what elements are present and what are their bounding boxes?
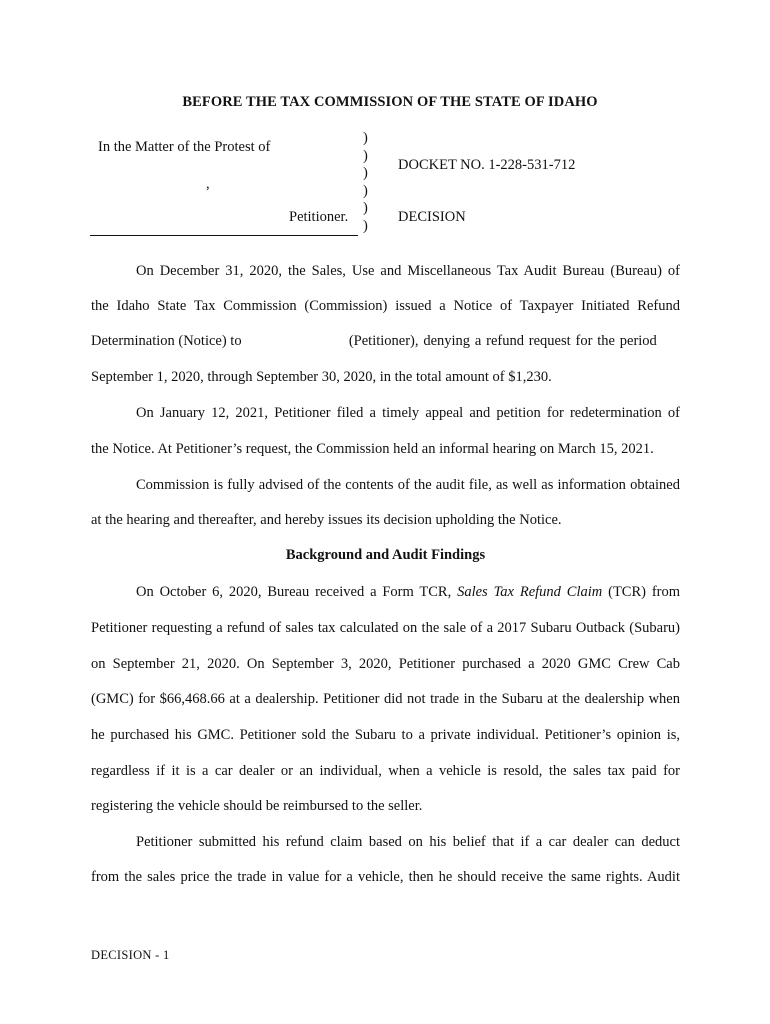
paragraph-4-text: (TCR) from — [608, 584, 681, 600]
paragraph-4-line: (GMC) for $66,468.66 at a dealership. Petitioner did not trade in the Subaru at the dealership when — [91, 691, 680, 707]
paragraph-4-line: registering the vehicle should be reimbursed to the seller. — [91, 798, 423, 814]
paren: ) — [363, 200, 368, 216]
caption-underline — [90, 235, 358, 236]
paragraph-4-text: On October 6, 2020, Bureau received a Form TCR, — [136, 584, 452, 600]
paragraph-1-line: September 1, 2020, through September 30, 2020, in the total amount of $1,230. — [91, 369, 552, 385]
docket-number: DOCKET NO. 1-228-531-712 — [398, 157, 576, 173]
paren: ) — [363, 130, 368, 146]
page-footer: DECISION - 1 — [91, 948, 170, 962]
paren: ) — [363, 165, 368, 181]
paragraph-1-text: (Petitioner), denying a refund request for the period — [348, 333, 657, 349]
paragraph-1-line: the Idaho State Tax Commission (Commission) issued a Notice of Taxpayer Initiated Refund — [91, 298, 680, 314]
caption-matter: In the Matter of the Protest of — [98, 139, 271, 155]
section-heading: Background and Audit Findings — [285, 547, 486, 563]
paragraph-2-line: On January 12, 2021, Petitioner filed a timely appeal and petition for redetermination of — [136, 405, 680, 421]
paragraph-4-line — [91, 583, 680, 601]
paren: ) — [363, 217, 368, 234]
paragraph-3-line: at the hearing and thereafter, and hereby issues its decision upholding the Notice. — [91, 512, 562, 528]
paragraph-3-line: Commission is fully advised of the contents of the audit file, as well as information obtained — [136, 477, 680, 493]
form-title-italic: Sales Tax Refund Claim — [457, 584, 603, 600]
paragraph-1-text: Determination (Notice) to — [91, 333, 242, 349]
paragraph-5-line: Petitioner submitted his refund claim based on his belief that if a car dealer can deduct — [136, 834, 680, 850]
paragraph-1-line — [91, 332, 680, 350]
caption-comma: , — [206, 176, 210, 192]
caption-parentheses — [363, 130, 368, 235]
decision-label: DECISION — [398, 209, 466, 225]
paragraph-1-line: On December 31, 2020, the Sales, Use and Miscellaneous Tax Audit Bureau (Bureau) of — [136, 263, 680, 279]
paragraph-2-line: the Notice. At Petitioner’s request, the Commission held an informal hearing on March 15, 2021. — [91, 441, 654, 457]
paragraph-4-line: on September 21, 2020. On September 3, 2020, Petitioner purchased a 2020 GMC Crew Cab — [91, 656, 680, 672]
paren: ) — [363, 147, 368, 164]
paragraph-5-line: from the sales price the trade in value for a vehicle, then he should receive the same rights. Audit — [91, 869, 680, 885]
paragraph-4-line: he purchased his GMC. Petitioner sold the Subaru to a private individual. Petitioner’s opinion is, — [91, 727, 680, 743]
paren: ) — [363, 182, 368, 199]
paragraph-4-line: Petitioner requesting a refund of sales tax calculated on the sale of a 2017 Subaru Outback (Subaru) — [91, 620, 680, 636]
caption-petitioner: Petitioner. — [289, 209, 349, 225]
document-title: BEFORE THE TAX COMMISSION OF THE STATE OF IDAHO — [182, 94, 598, 110]
paragraph-4-line: regardless if it is a car dealer or an individual, when a vehicle is resold, the sales tax paid for — [91, 763, 680, 779]
